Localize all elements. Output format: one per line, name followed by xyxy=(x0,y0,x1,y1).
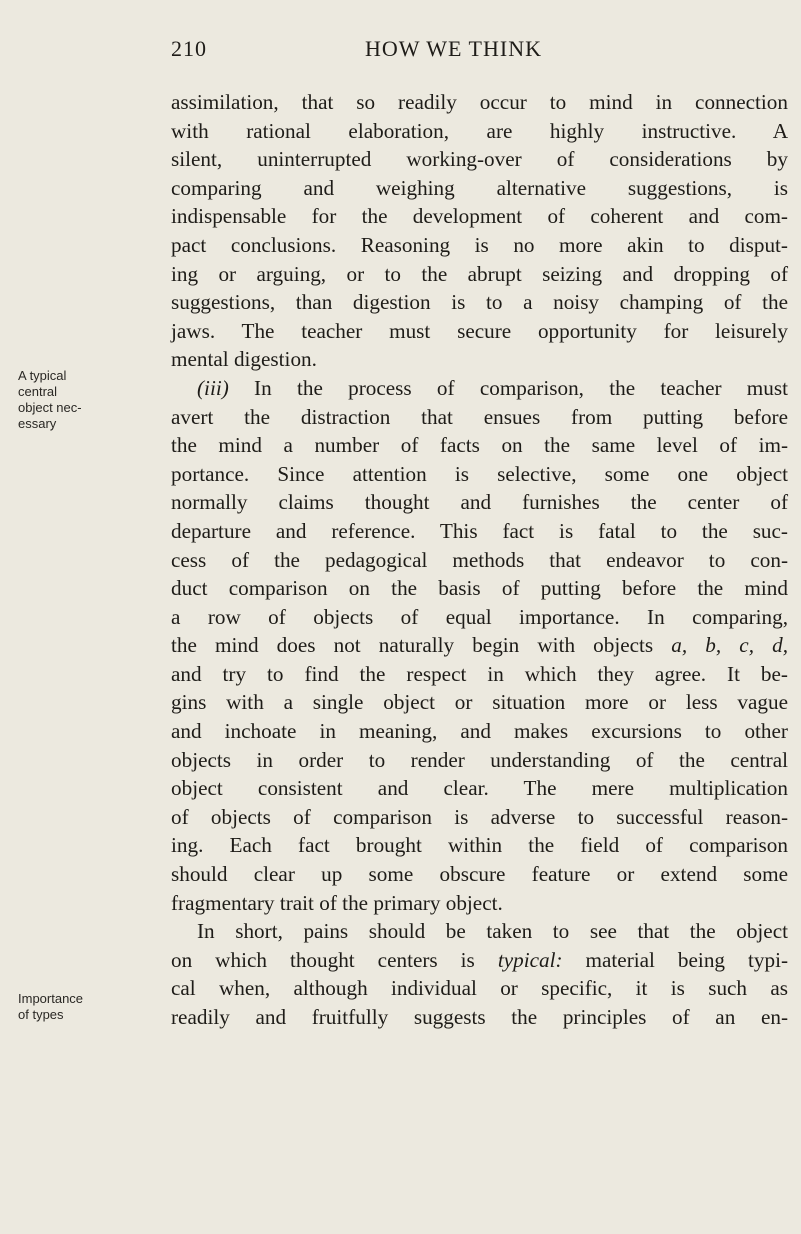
sidenote-typical-object xyxy=(18,368,168,432)
section-marker: (iii) xyxy=(197,375,229,400)
text-line: a row of objects of equal importance. In comparing, xyxy=(171,604,788,629)
body-text xyxy=(171,88,788,1032)
text-line: comparing and weighing alternative suggestions, is xyxy=(171,175,788,200)
sidenote-line: essary xyxy=(18,416,57,431)
text-line: avert the distraction that ensues from putting before xyxy=(171,404,788,429)
variable: d, xyxy=(772,633,788,658)
running-title: HOW WE THINK xyxy=(365,36,542,61)
text-line: suggestions, than digestion is to a noisy champing of the xyxy=(171,290,788,315)
text-line: pact conclusions. Reasoning is no more akin to disput- xyxy=(171,232,788,257)
sidenote-line: A typical xyxy=(18,368,67,383)
text-line: indispensable for the development of coherent and com- xyxy=(171,204,788,229)
text-line: jaws. The teacher must secure opportunity for leisurely xyxy=(171,318,788,343)
text-line: and inchoate in meaning, and makes excursions to other xyxy=(171,719,788,744)
text-line: of objects of comparison is adverse to successful reason- xyxy=(171,804,788,829)
text-line: departure and reference. This fact is fatal to the suc- xyxy=(171,518,788,543)
text-line: objects in order to render understanding of the central xyxy=(171,747,788,772)
text-line: with rational elaboration, are highly instructive. A xyxy=(171,118,788,143)
text-line: the mind a number of facts on the same level of im- xyxy=(171,433,788,458)
text-line: In short, pains should be taken to see that the object xyxy=(197,919,788,944)
sidenote-line: object nec- xyxy=(18,400,82,415)
emphasis-typical: typical: xyxy=(497,947,563,972)
text-line: duct comparison on the basis of putting before the mind xyxy=(171,576,788,601)
text-fragment: on which thought centers is xyxy=(171,947,475,972)
sidenote-line: Importance xyxy=(18,991,84,1006)
text-line: assimilation, that so readily occur to mind in connection xyxy=(171,90,788,114)
sidenote-importance-of-types xyxy=(18,991,168,1023)
text-line xyxy=(171,374,788,403)
page-header xyxy=(0,36,801,66)
variable: c, xyxy=(739,633,754,658)
text-fragment: material being typi- xyxy=(585,947,789,972)
text-line: object consistent and clear. The mere multiplication xyxy=(171,776,788,801)
text-line xyxy=(171,946,788,975)
text-line: fragmentary trait of the primary object. xyxy=(171,890,503,915)
text-line: mental digestion. xyxy=(171,347,317,372)
text-line: gins with a single object or situation more or less vague xyxy=(171,690,788,715)
page-number: 210 xyxy=(171,36,207,61)
text-line: ing. Each fact brought within the field of comparison xyxy=(171,833,788,858)
text-line: cal when, although individual or specific, it is such as xyxy=(171,976,788,1001)
text-line xyxy=(171,631,788,660)
sidenote-line: central xyxy=(18,384,58,399)
text-line: normally claims thought and furnishes the center of xyxy=(171,490,788,515)
variable: b, xyxy=(705,633,722,658)
text-line: silent, uninterrupted working-over of considerations by xyxy=(171,147,788,172)
text-fragment: In the process of comparison, the teacher must xyxy=(254,375,788,400)
text-line: ing or arguing, or to the abrupt seizing and dropping of xyxy=(171,261,788,286)
text-line: readily and fruitfully suggests the principles of an en- xyxy=(171,1005,788,1029)
text-line: and try to find the respect in which they agree. It be- xyxy=(171,661,788,686)
text-fragment: the mind does not naturally begin with objects xyxy=(171,633,654,658)
variable: a, xyxy=(671,633,688,658)
text-line: cess of the pedagogical methods that endeavor to con- xyxy=(171,547,788,572)
text-line: should clear up some obscure feature or extend some xyxy=(171,862,788,887)
text-line: portance. Since attention is selective, some one object xyxy=(171,461,788,486)
sidenote-line: of types xyxy=(18,1007,64,1022)
